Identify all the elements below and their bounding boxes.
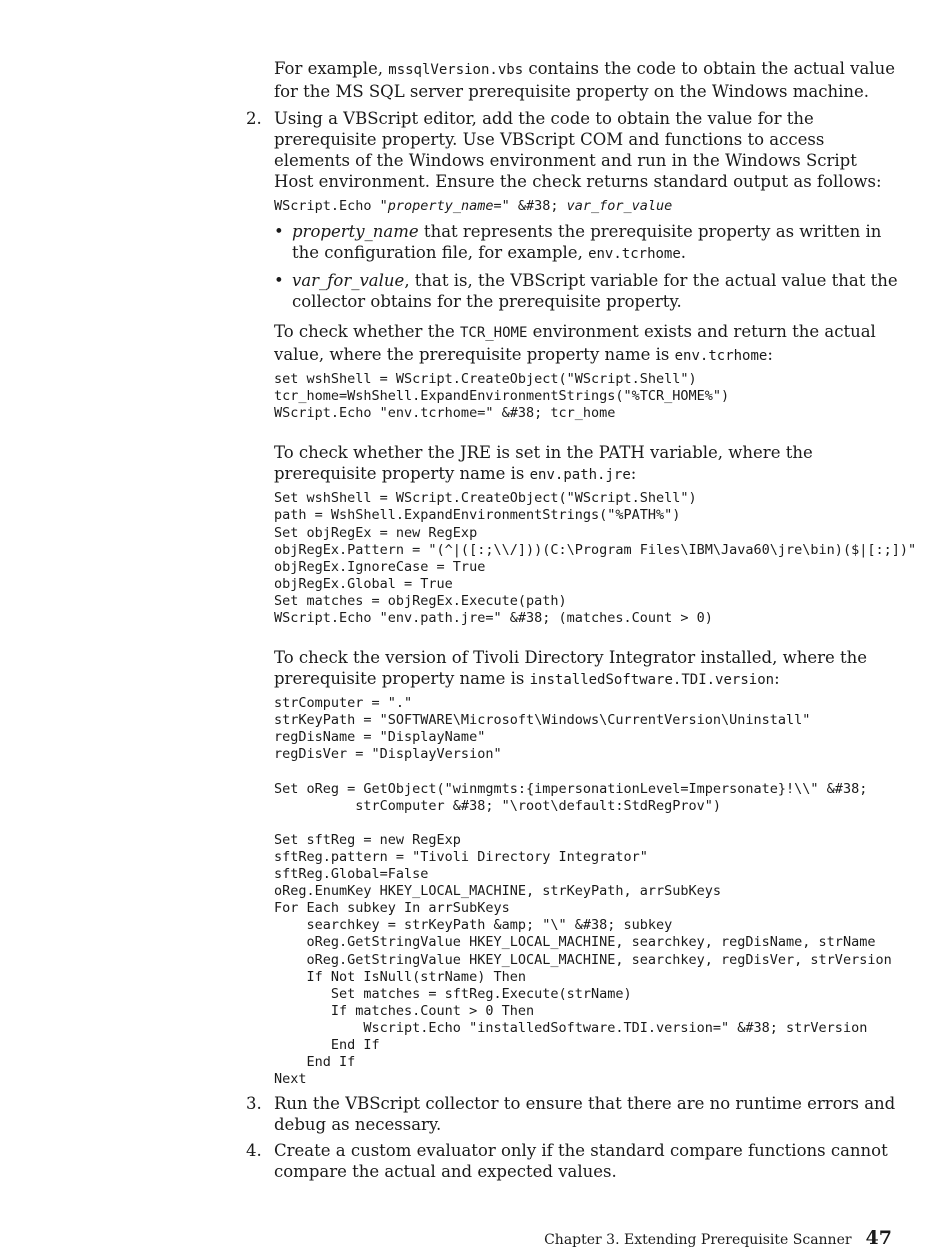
step-3 — [246, 1093, 899, 1135]
bullet-term: property_name — [292, 222, 419, 242]
page-number: 47 — [865, 1227, 892, 1249]
tdi-text-2: : — [774, 669, 780, 689]
bullet-text: , that is, the VBScript variable for the actual value that the collector obtains for the prerequisite property. — [292, 271, 898, 312]
intro-code-filename: mssqlVersion.vbs — [388, 62, 524, 78]
intro-text-1: For example, — [274, 59, 389, 78]
intro-paragraph — [274, 58, 899, 102]
jre-paragraph — [274, 442, 899, 486]
step-2 — [246, 108, 917, 1088]
intro-text-2: contains the code to obtain the actual value for the MS SQL server prerequisite property on the Windows machine. — [274, 59, 895, 101]
tdi-text-1: To check the version of Tivoli Directory Integrator installed, where the prerequisite property name is — [274, 648, 868, 689]
step-4 — [246, 1140, 899, 1182]
tcr-text-1: To check whether the — [274, 322, 460, 342]
jre-code-prop: env.path.jre — [529, 467, 631, 484]
step-3-text: Run the VBScript collector to ensure that there are no runtime errors and debug as necessary. — [274, 1094, 896, 1135]
jre-code-block: Set wshShell = WScript.CreateObject("WScript.Shell") path = WshShell.ExpandEnvironmentStrings("%PATH%") Set objRegEx = new RegExp objRegEx.Pattern = "(^|([:;\\/]))(C:\Program Files\IBM\Java60\jre\bin)($|[:;])" objRegEx.IgnoreCase = True objRegEx.Global = True Set matches = objRegEx.Execute(path) WScript.Echo "env.path.jre=" &#38; (matches.Count > 0) — [274, 490, 917, 627]
bullet-property-name — [274, 221, 899, 265]
tcr-code-block: set wshShell = WScript.CreateObject("WScript.Shell") tcr_home=WshShell.ExpandEnvironmentStrings("%TCR_HOME%") WScript.Echo "env.tcrhome=" &#38; tcr_home — [274, 371, 730, 422]
tdi-paragraph — [274, 647, 899, 691]
step-2-number: 2. — [246, 109, 262, 128]
tcr-paragraph — [274, 321, 899, 367]
tcr-code-var: TCR_HOME — [459, 325, 528, 342]
step-4-text: Create a custom evaluator only if the standard compare functions cannot compare the actual and expected values. — [274, 1141, 888, 1182]
bullet-list — [274, 221, 899, 312]
bullet-text: that represents the prerequisite property as written in the configuration file, for example, — [292, 222, 882, 263]
echo-mid: =" &#38; — [493, 198, 567, 214]
document-body — [246, 58, 917, 1182]
bullet-mark: • — [274, 271, 284, 291]
step-2-text: Using a VBScript editor, add the code to obtain the value for the prerequisite property. Use VBScript COM and functions to access elements of the Windows environment and run in the Windows Script Host environment. Ensure the check returns standard output as follows: — [274, 109, 882, 191]
echo-syntax-code — [274, 198, 899, 215]
jre-text-2: : — [630, 464, 637, 484]
step-3-number: 3. — [246, 1094, 262, 1114]
tdi-code-prop: installedSoftware.TDI.version — [529, 672, 775, 689]
bullet-var-for-value — [274, 270, 899, 312]
step-4-number: 4. — [246, 1141, 262, 1161]
jre-text-1: To check whether the JRE is set in the PATH variable, where the prerequisite property name is — [274, 443, 813, 484]
bullet-term: var_for_value — [292, 271, 405, 291]
tdi-code-block: strComputer = "." strKeyPath = "SOFTWARE\Microsoft\Windows\CurrentVersion\Uninstall" regDisName = "DisplayName" regDisVer = "DisplayVersion" Set oReg = GetObject("winmgmts:{impersonationLevel=Impersonate}!\\" &#38; strComputer &#38; "\root\default:StdRegProv") Set sftReg = new RegExp sftReg.pattern = "Tivoli Directory Integrator" sftReg.Global=False oReg.EnumKey HKEY_LOCAL_MACHINE, strKeyPath, arrSubKeys For Each subkey In arrSubKeys searchkey = strKeyPath &amp; "\" &#38; subkey oReg.GetStringValue HKEY_LOCAL_MACHINE, searchkey, regDisName, strName oReg.GetStringValue HKEY_LOCAL_MACHINE, searchkey, regDisVer, strVersion If Not IsNull(strName) Then Set matches = sftReg.Execute(strName) If matches.Count > 0 Then Wscript.Echo "installedSoftware.TDI.version=" &#38; strVersion End If End If Next — [274, 695, 892, 1088]
bullet-mark: • — [274, 222, 284, 242]
echo-var-for-value: var_for_value — [566, 198, 673, 214]
tcr-code-prop: env.tcrhome — [674, 348, 768, 365]
page-footer — [544, 1226, 892, 1252]
tcr-text-3: : — [767, 345, 773, 365]
bullet-code: env.tcrhome — [588, 246, 681, 263]
footer-chapter-title: Chapter 3. Extending Prerequisite Scanner — [544, 1232, 852, 1248]
echo-property-name: property_name — [387, 198, 494, 214]
echo-prefix: WScript.Echo " — [274, 198, 388, 214]
tcr-text-2: environment exists and return the actual value, where the prerequisite property name is — [274, 322, 876, 365]
bullet-text-end: . — [680, 243, 687, 263]
